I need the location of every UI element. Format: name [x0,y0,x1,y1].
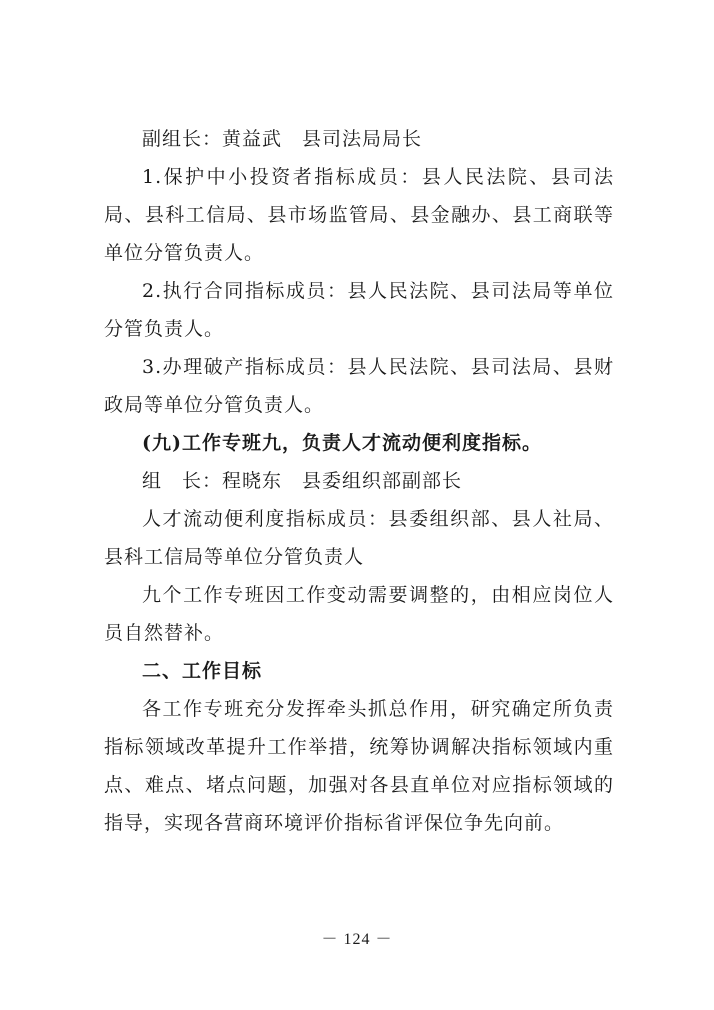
talent-mobility-members: 人才流动便利度指标成员：县委组织部、县人社局、县科工信局等单位分管负责人 [104,508,614,568]
work-goals-text: 各工作专班充分发挥牵头抓总作用，研究确定所负责指标领域改革提升工作举措，统筹协调解决指标领域内重点、难点、堵点问题，加强对各县直单位对应指标领域的指导，实现各营商环境评价指标省评保位争先向前。 [104,698,614,834]
leader-line: 组 长：程晓东 县委组织部副部长 [142,470,463,492]
replacement-note: 九个工作专班因工作变动需要调整的，由相应岗位人员自然替补。 [104,584,614,644]
document-body [104,120,614,842]
bankruptcy-members: 3.办理破产指标成员：县人民法院、县司法局、县财政局等单位分管负责人。 [104,356,614,416]
work-goals-heading: 二、工作目标 [142,660,263,682]
contract-enforcement-members: 2.执行合同指标成员：县人民法院、县司法局等单位分管负责人。 [104,280,614,340]
section-nine-heading: (九)工作专班九，负责人才流动便利度指标。 [142,432,542,454]
deputy-leader-line: 副组长：黄益武 县司法局局长 [142,128,423,150]
investor-protection-members: 1.保护中小投资者指标成员：县人民法院、县司法局、县科工信局、县市场监管局、县金融办、县工商联等单位分管负责人。 [104,166,614,264]
page-number: － 124 － [321,931,393,948]
